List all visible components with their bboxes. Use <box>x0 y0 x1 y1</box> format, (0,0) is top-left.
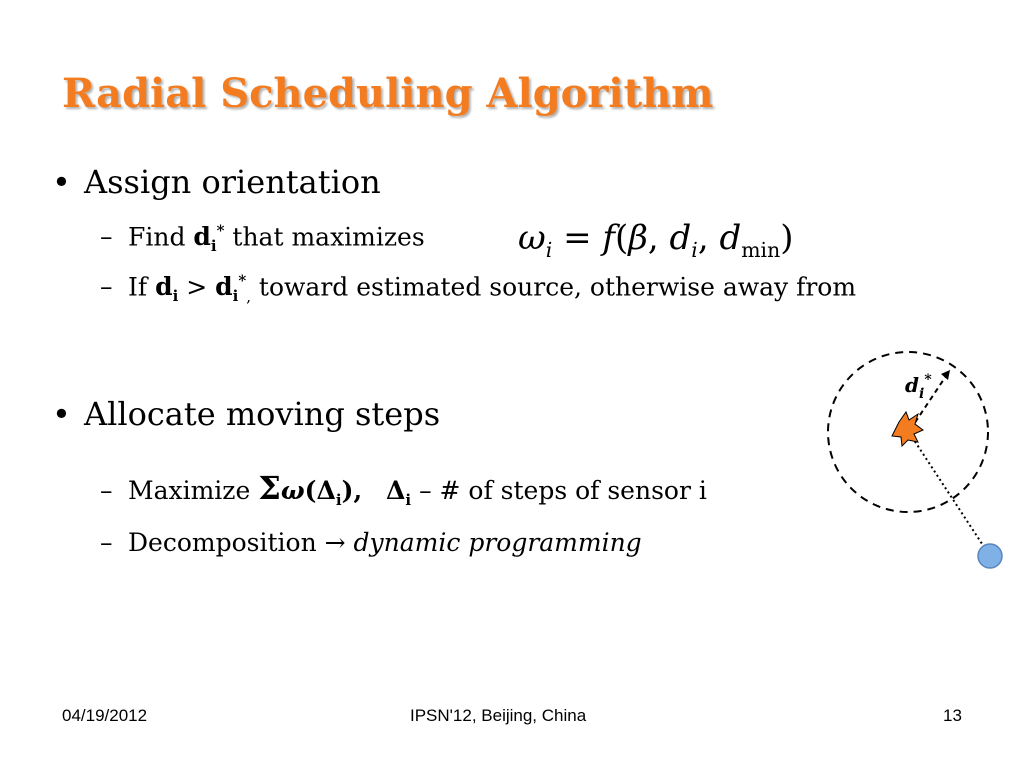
footer-venue: IPSN'12, Beijing, China <box>410 706 587 725</box>
footer-date: 04/19/2012 <box>62 706 148 725</box>
bullet-text: Allocate moving steps <box>84 395 441 433</box>
dynamic-programming-text: dynamic programming <box>353 528 642 557</box>
arrow-head-icon <box>941 370 950 380</box>
find-word: Find <box>128 222 186 252</box>
sub-bullet-if: – If $d_i > d_i^*_,$ toward estimated source, otherwise away from <box>100 272 857 306</box>
var-d-i-star: $d_i^*$ <box>193 222 225 256</box>
slide-title: Radial Scheduling Algorithm <box>62 70 714 117</box>
sensor-dot-icon <box>978 544 1002 568</box>
delta-i: $\Delta_i$ <box>386 476 412 509</box>
sub-bullet-maximize: – Maximize $\Sigma\omega(\Delta_i)$, $\Delta_i$ – # of steps of sensor i <box>100 469 707 509</box>
dotted-path-line <box>912 437 990 556</box>
sum-omega-delta: $\Sigma\omega(\Delta_i)$, <box>258 469 363 509</box>
var-d-i-star: $d_i^*$ <box>215 272 247 306</box>
dash-icon: – <box>100 272 113 302</box>
bullet-dot-icon: • <box>52 395 71 433</box>
dash-icon: – <box>100 528 113 557</box>
bullet-allocate-steps <box>52 395 440 433</box>
bullet-dot-icon: • <box>52 163 71 201</box>
radial-figure <box>810 340 1024 580</box>
find-rest: that maximizes <box>232 222 425 252</box>
sub-bullet-decomposition: – Decomposition → dynamic programming <box>100 528 642 557</box>
bullet-assign-orientation <box>52 163 381 201</box>
sub-bullet-find <box>100 222 425 255</box>
footer-page-number: 13 <box>943 706 962 725</box>
var-d-i: $d_i$ <box>155 272 179 306</box>
dash-icon: – <box>100 222 113 252</box>
dash-icon: – <box>100 476 113 505</box>
bullet-text: Assign orientation <box>84 163 381 201</box>
formula-omega: $\omega_i = f(\beta$, $d_i$, $d_{min}$) <box>518 218 794 262</box>
explosion-icon <box>892 412 923 446</box>
fig-label-d: $d_i^*$ <box>905 372 932 402</box>
